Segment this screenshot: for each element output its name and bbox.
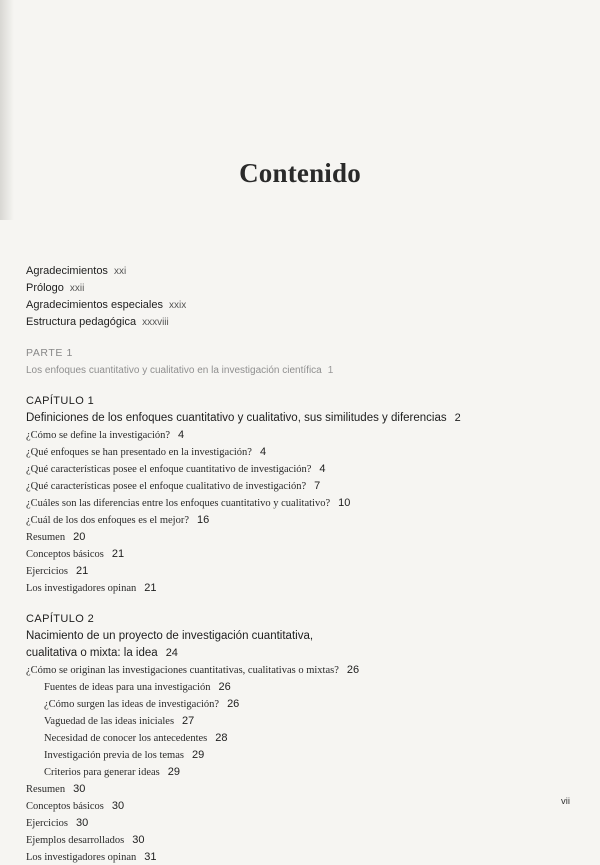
toc-entry-label: ¿Cómo surgen las ideas de investigación? <box>44 699 220 710</box>
toc-entry-page: 30 <box>73 783 86 795</box>
toc-entry-label: Necesidad de conocer los antecedentes <box>44 733 208 744</box>
toc-entry-capitulo-2-cont[interactable] <box>26 644 574 661</box>
toc-entry-label: ¿Qué enfoques se han presentado en la investigación? <box>26 447 252 458</box>
toc-entry-page: 24 <box>165 647 178 659</box>
toc-entry[interactable] <box>26 562 574 579</box>
toc-entry-page: 30 <box>75 817 89 829</box>
toc-entry-label: ¿Cómo se originan las investigaciones cuantitativas, cualitativas o mixtas? <box>26 665 339 676</box>
toc-entry-page: 26 <box>227 698 240 710</box>
toc-entry-page: 21 <box>75 565 89 577</box>
toc-entry-page: 4 <box>259 446 267 458</box>
toc-entry-page: 31 <box>144 851 157 863</box>
toc-subentry[interactable] <box>26 729 574 746</box>
toc-entry[interactable] <box>26 477 574 494</box>
toc-entry-page: 28 <box>215 732 228 744</box>
toc-entry-label: ¿Qué características posee el enfoque cuantitativo de investigación? <box>26 464 312 475</box>
toc-entry[interactable] <box>26 528 574 545</box>
chapter-label <box>26 392 574 409</box>
toc-subentry[interactable] <box>26 712 574 729</box>
toc-entry[interactable] <box>26 545 574 562</box>
chapter-title-line-1: Nacimiento de un proyecto de investigación cuantitativa, <box>26 630 314 642</box>
toc-entry-page: 26 <box>218 681 231 693</box>
toc-entry-page: 1 <box>327 365 334 376</box>
toc-entry-page: 20 <box>73 531 86 543</box>
toc-entry-page: 26 <box>346 664 360 676</box>
toc-entry-prologo[interactable] <box>26 279 574 296</box>
toc-entry-page: 2 <box>454 412 461 424</box>
toc-entry-label: Estructura pedagógica <box>26 316 137 328</box>
toc-entry[interactable] <box>26 848 574 865</box>
chapter-label-text: CAPÍTULO 2 <box>26 613 95 625</box>
toc-subentry[interactable] <box>26 695 574 712</box>
toc-entry-page: 21 <box>144 582 157 594</box>
toc-entry-page: 29 <box>167 766 180 778</box>
toc-entry-page: 30 <box>111 800 125 812</box>
toc-entry-agradecimientos[interactable] <box>26 262 574 279</box>
toc-entry-label: Los investigadores opinan <box>26 852 137 863</box>
toc-entry-capitulo-2[interactable] <box>26 627 574 644</box>
table-of-contents <box>26 262 574 865</box>
parte-label <box>26 344 574 361</box>
toc-entry-page: 16 <box>197 514 210 526</box>
toc-subentry[interactable] <box>26 678 574 695</box>
toc-entry-label: Vaguedad de las ideas iniciales <box>44 716 175 727</box>
toc-subentry[interactable] <box>26 763 574 780</box>
toc-entry-label: ¿Cuál de los dos enfoques es el mejor? <box>26 515 189 526</box>
toc-entry[interactable] <box>26 511 574 528</box>
toc-entry-label: ¿Qué características posee el enfoque cualitativo de investigación? <box>26 481 307 492</box>
toc-entry-label: Prólogo <box>26 282 64 294</box>
page-title: Contenido <box>239 158 361 189</box>
toc-entry-label: Ejemplos desarrollados <box>26 835 125 846</box>
toc-entry[interactable] <box>26 814 574 831</box>
toc-entry[interactable] <box>26 426 574 443</box>
toc-entry-label: Criterios para generar ideas <box>44 767 160 778</box>
toc-entry-page: 4 <box>319 463 326 475</box>
toc-entry-label: Agradecimientos especiales <box>26 299 163 311</box>
toc-entry-page: 7 <box>314 480 321 492</box>
toc-entry[interactable] <box>26 579 574 596</box>
chapter-title-line-2: cualitativa o mixta: la idea <box>26 647 158 659</box>
toc-entry-page: 10 <box>338 497 351 509</box>
toc-entry-estructura-pedagogica[interactable] <box>26 313 574 330</box>
toc-entry-page: 30 <box>132 834 145 846</box>
toc-entry-agradecimientos-especiales[interactable] <box>26 296 574 313</box>
toc-entry-page: 4 <box>178 429 185 441</box>
toc-entry-label: ¿Cómo se define la investigación? <box>26 430 171 441</box>
toc-entry-page: xxix <box>168 300 187 311</box>
toc-entry[interactable] <box>26 460 574 477</box>
chapter-label-text: CAPÍTULO 1 <box>26 395 95 407</box>
toc-entry-parte-1[interactable] <box>26 361 574 378</box>
chapter-title: Definiciones de los enfoques cuantitativo y cualitativo, sus similitudes y diferencias <box>26 412 447 424</box>
parte-title: Los enfoques cuantitativo y cualitativo en la investigación científica <box>26 365 322 376</box>
toc-entry-page: 21 <box>111 548 125 560</box>
toc-entry-page: xxi <box>113 266 127 277</box>
toc-subentry[interactable] <box>26 746 574 763</box>
toc-entry[interactable] <box>26 494 574 511</box>
toc-entry-page: 29 <box>191 749 205 761</box>
chapter-label <box>26 610 574 627</box>
parte-label-text: PARTE 1 <box>26 347 73 359</box>
toc-entry-page: xxxviii <box>142 317 169 328</box>
toc-entry-label: Fuentes de ideas para una investigación <box>44 682 211 693</box>
toc-entry-page: 27 <box>182 715 195 727</box>
toc-entry-label: Los investigadores opinan <box>26 583 137 594</box>
toc-entry[interactable] <box>26 797 574 814</box>
toc-entry-label: ¿Cuáles son las diferencias entre los enfoques cuantitativo y cualitativo? <box>26 498 331 509</box>
toc-entry-label: Resumen <box>26 784 66 795</box>
toc-entry-label: Resumen <box>26 532 66 543</box>
toc-entry[interactable] <box>26 661 574 678</box>
toc-entry[interactable] <box>26 831 574 848</box>
page-number: vii <box>561 796 570 807</box>
toc-entry[interactable] <box>26 443 574 460</box>
toc-entry[interactable] <box>26 780 574 797</box>
toc-entry-page: xxii <box>69 283 85 294</box>
toc-entry-capitulo-1[interactable] <box>26 409 574 426</box>
toc-entry-label: Investigación previa de los temas <box>44 750 184 761</box>
toc-entry-label: Conceptos básicos <box>26 801 104 812</box>
toc-entry-label: Agradecimientos <box>26 265 108 277</box>
toc-entry-label: Ejercicios <box>26 566 68 577</box>
toc-entry-label: Conceptos básicos <box>26 549 104 560</box>
toc-entry-label: Ejercicios <box>26 818 68 829</box>
